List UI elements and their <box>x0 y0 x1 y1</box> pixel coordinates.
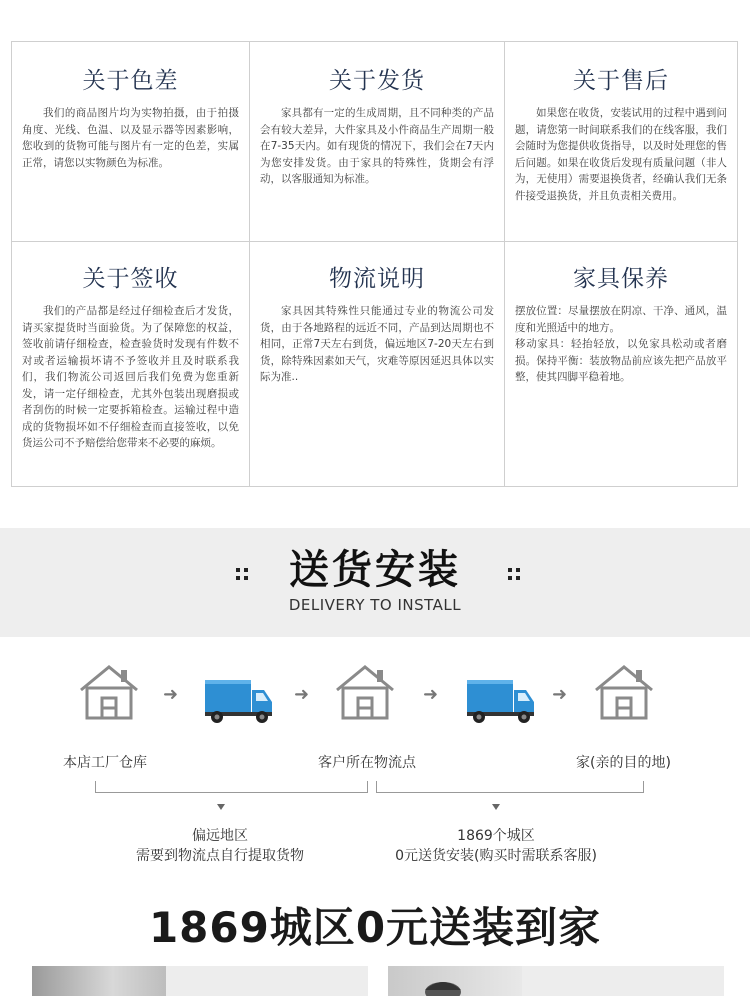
cell-maintenance <box>505 242 737 486</box>
photo-right-panel <box>522 966 724 996</box>
delivery-banner <box>0 528 750 637</box>
person-cap-icon <box>388 966 522 996</box>
note-line: 偏远地区 <box>192 828 248 844</box>
flow-label-logistics-point: 客户所在物流点 <box>318 755 416 771</box>
cell-title: 家具保养 <box>573 266 669 292</box>
cell-text: 家具都有一定的生成周期，且不同种类的产品会有较大差异，大件家具及小件商品生产周期一般在7-35天内。如有现货的情况下，我们会在7天内为您安排发货。由于家具的特殊性，货期会有浮动，以客服通知为标准。 <box>260 107 494 185</box>
cell-text-line: 摆放位置：尽量摆放在阴凉、干净、通风，温度和光照适中的地方。 <box>515 305 727 334</box>
cell-shipping <box>250 42 505 242</box>
bracket-left <box>95 781 368 793</box>
note-line: 0元送货安装(购买时需联系客服) <box>395 848 597 864</box>
flow-label-home: 家(亲的目的地) <box>576 755 671 771</box>
cell-text: 如果您在收货，安装试用的过程中遇到问题，请您第一时间联系我们的在线客服，我们会随时为您提供收货指导，以及时处理您的售后问题。如果在收货后发现有质量问题（非人为，无使用）需要退换货者，经确认我们无条件接受退换货，并且负责相关费用。 <box>515 107 727 202</box>
cell-title: 关于售后 <box>573 68 669 94</box>
cell-title: 关于色差 <box>82 68 179 94</box>
info-grid <box>11 41 738 487</box>
photo-left-panel <box>166 966 368 996</box>
promo-headline: 1869城区0元送装到家 <box>148 903 602 952</box>
cell-title: 关于发货 <box>329 68 425 94</box>
cell-logistics <box>250 242 505 486</box>
down-triangle-icon <box>492 804 500 810</box>
arrow-icon: ➜ <box>294 684 310 705</box>
note-line: 需要到物流点自行提取货物 <box>136 848 304 864</box>
photo-left <box>32 966 166 996</box>
cell-text: 我们的商品图片均为实物拍摄，由于拍摄角度、光线、色温、以及显示器等因素影响，您收到的货物可能与图片有一定的色差，实属正常，请您以实物颜色为标准。 <box>22 107 239 169</box>
city-area-note <box>380 826 612 866</box>
cell-title: 关于签收 <box>82 266 179 292</box>
cell-title: 物流说明 <box>329 266 425 292</box>
dots-icon <box>508 568 524 580</box>
flow-label-factory: 本店工厂仓库 <box>63 755 147 771</box>
remote-area-note <box>120 826 320 866</box>
down-triangle-icon <box>217 804 225 810</box>
section-subtitle: DELIVERY TO INSTALL <box>288 596 462 614</box>
bracket-right <box>376 781 644 793</box>
cell-color-difference <box>12 42 250 242</box>
house-icon <box>334 664 396 720</box>
house-icon <box>78 664 140 720</box>
truck-icon <box>204 676 274 724</box>
arrow-icon: ➜ <box>163 684 179 705</box>
truck-icon <box>466 676 536 724</box>
cell-after-sales <box>505 42 737 242</box>
arrow-icon: ➜ <box>552 684 568 705</box>
cell-text-line: 移动家具：轻抬轻放，以免家具松动或者磨损。保持平衡：装放物品前应该先把产品放平整，使其四脚平稳着地。 <box>515 338 727 383</box>
note-line: 1869个城区 <box>457 828 535 844</box>
cell-text: 家具因其特殊性只能通过专业的物流公司发货，由于各地路程的远近不同，产品到达周期也不相同，正常7天左右到货，偏远地区7-20天左右到货，除特殊因素如天气，灾难等原因延迟具体以实际为准.. <box>260 305 494 383</box>
arrow-icon: ➜ <box>423 684 439 705</box>
section-title: 送货安装 <box>289 547 461 593</box>
photo-right <box>388 966 522 996</box>
cell-sign-for <box>12 242 250 486</box>
cell-text: 我们的产品都是经过仔细检查后才发货，请买家提货时当面验货。为了保障您的权益，签收前请仔细检查，检查验货时发现有件数不对或者运输损坏请不予签收并且及时联系我们，我们物流公司返回后我们免费为您重新发，请一定仔细检查，尤其外包装出现磨损或者刮伤的时候一定要拆箱检查。运输过程中造成的货物损坏如不仔细检查而直接签收，以免货运公司不予赔偿给您带来不必要的麻烦。 <box>22 305 239 449</box>
house-icon <box>593 664 655 720</box>
